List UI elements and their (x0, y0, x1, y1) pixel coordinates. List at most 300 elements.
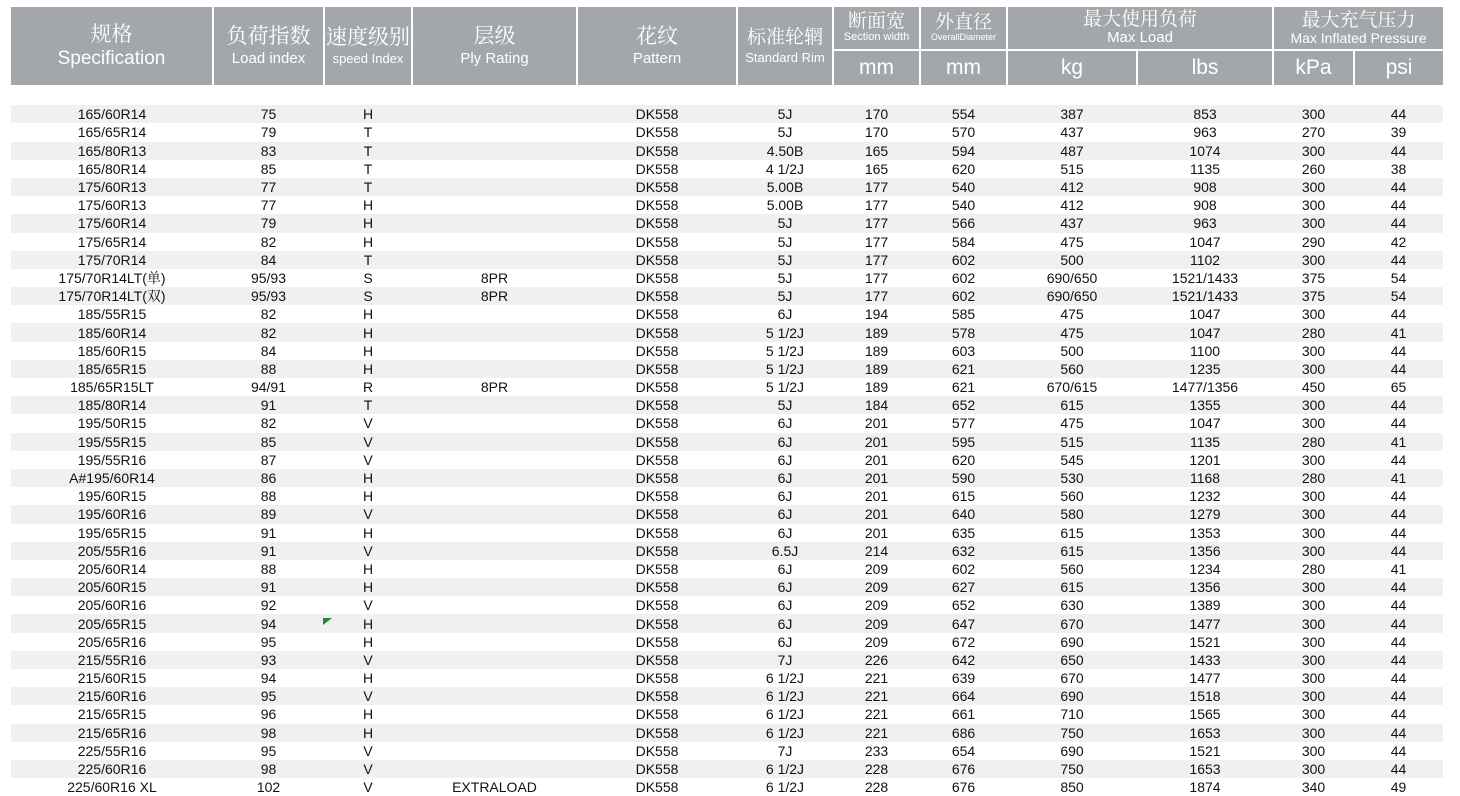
cell-lbs: 1477 (1137, 669, 1273, 687)
cell-kpa: 340 (1273, 778, 1354, 796)
table-row (11, 178, 1443, 196)
cell-width: 177 (833, 178, 920, 196)
table-body (11, 86, 1443, 796)
cell-lbs: 1135 (1137, 433, 1273, 451)
cell-pattern: DK558 (577, 687, 737, 705)
cell-width: 189 (833, 342, 920, 360)
table-row (11, 360, 1443, 378)
cell-width: 177 (833, 287, 920, 305)
header-specification (11, 7, 213, 86)
cell-width: 201 (833, 524, 920, 542)
table-row (11, 214, 1443, 232)
cell-ply (412, 724, 577, 742)
cell-diameter: 595 (920, 433, 1007, 451)
cell-kpa: 300 (1273, 578, 1354, 596)
cell-load: 83 (213, 142, 324, 160)
cell-load: 96 (213, 705, 324, 723)
cell-kg: 412 (1007, 196, 1137, 214)
cell-kpa: 300 (1273, 687, 1354, 705)
cell-width: 221 (833, 724, 920, 742)
cell-rim: 5 1/2J (737, 360, 833, 378)
table-row (11, 451, 1443, 469)
cell-kg: 615 (1007, 542, 1137, 560)
cell-spec: 225/60R16 (11, 760, 213, 778)
cell-kpa: 300 (1273, 396, 1354, 414)
cell-diameter: 585 (920, 305, 1007, 323)
cell-ply: 8PR (412, 378, 577, 396)
cell-speed: H (324, 196, 412, 214)
cell-pattern: DK558 (577, 760, 737, 778)
cell-diameter: 603 (920, 342, 1007, 360)
cell-pattern: DK558 (577, 614, 737, 632)
cell-speed: H (324, 633, 412, 651)
unit-label: kg (1060, 55, 1084, 79)
cell-kpa: 300 (1273, 669, 1354, 687)
cell-psi: 44 (1354, 505, 1443, 523)
cell-diameter: 620 (920, 451, 1007, 469)
cell-ply (412, 105, 577, 123)
table-row (11, 251, 1443, 269)
cell-kpa: 300 (1273, 196, 1354, 214)
cell-psi: 44 (1354, 305, 1443, 323)
cell-speed: T (324, 251, 412, 269)
cell-diameter: 621 (920, 378, 1007, 396)
cell-load: 82 (213, 323, 324, 341)
gap-cell (11, 86, 1443, 105)
cell-rim: 6J (737, 469, 833, 487)
cell-diameter: 676 (920, 760, 1007, 778)
cell-spec: 215/60R15 (11, 669, 213, 687)
cell-pattern: DK558 (577, 105, 737, 123)
cell-psi: 44 (1354, 142, 1443, 160)
cell-diameter: 652 (920, 596, 1007, 614)
header-width-cn: 断面宽 (847, 11, 905, 33)
cell-ply (412, 578, 577, 596)
cell-rim: 4 1/2J (737, 160, 833, 178)
cell-psi: 44 (1354, 251, 1443, 269)
cell-ply (412, 414, 577, 432)
table-row (11, 378, 1443, 396)
cell-speed: H (324, 214, 412, 232)
cell-lbs: 1521/1433 (1137, 269, 1273, 287)
cell-ply (412, 505, 577, 523)
cell-speed: V (324, 433, 412, 451)
cell-kpa: 375 (1273, 287, 1354, 305)
cell-spec: 165/80R14 (11, 160, 213, 178)
cell-psi: 44 (1354, 414, 1443, 432)
cell-kpa: 300 (1273, 633, 1354, 651)
cell-kg: 475 (1007, 414, 1137, 432)
table-row (11, 614, 1443, 632)
cell-psi: 54 (1354, 269, 1443, 287)
table-row (11, 305, 1443, 323)
cell-spec: 175/60R13 (11, 178, 213, 196)
cell-pattern: DK558 (577, 414, 737, 432)
cell-spec: 165/80R13 (11, 142, 213, 160)
cell-ply (412, 142, 577, 160)
cell-diameter: 570 (920, 123, 1007, 141)
header-load-index (213, 7, 324, 86)
cell-diameter: 584 (920, 233, 1007, 251)
header-section-width (833, 7, 920, 50)
cell-load: 88 (213, 560, 324, 578)
cell-psi: 41 (1354, 433, 1443, 451)
cell-ply (412, 178, 577, 196)
cell-speed: T (324, 142, 412, 160)
cell-rim: 6J (737, 414, 833, 432)
cell-lbs: 908 (1137, 196, 1273, 214)
cell-diameter: 635 (920, 524, 1007, 542)
cell-speed: T (324, 123, 412, 141)
cell-diameter: 594 (920, 142, 1007, 160)
cell-diameter: 686 (920, 724, 1007, 742)
cell-speed: H (324, 305, 412, 323)
cell-spec: 205/65R15 (11, 614, 213, 632)
cell-kg: 437 (1007, 123, 1137, 141)
unit-label: mm (946, 55, 981, 79)
cell-load: 91 (213, 542, 324, 560)
cell-pattern: DK558 (577, 469, 737, 487)
cell-diameter: 640 (920, 505, 1007, 523)
header-max-load (1007, 7, 1273, 50)
cell-ply (412, 651, 577, 669)
cell-spec: 195/50R15 (11, 414, 213, 432)
cell-kpa: 300 (1273, 251, 1354, 269)
cell-lbs: 1477 (1137, 614, 1273, 632)
header-pressure-cn: 最大充气压力 (1301, 9, 1416, 31)
cell-lbs: 1433 (1137, 651, 1273, 669)
cell-rim: 6 1/2J (737, 687, 833, 705)
cell-diameter: 540 (920, 178, 1007, 196)
cell-diameter: 554 (920, 105, 1007, 123)
cell-speed: H (324, 669, 412, 687)
cell-kpa: 260 (1273, 160, 1354, 178)
cell-kg: 615 (1007, 578, 1137, 596)
cell-spec: 185/60R15 (11, 342, 213, 360)
cell-spec: 175/60R13 (11, 196, 213, 214)
cell-psi: 54 (1354, 287, 1443, 305)
cell-kpa: 300 (1273, 505, 1354, 523)
cell-kpa: 300 (1273, 542, 1354, 560)
cell-ply (412, 214, 577, 232)
cell-ply (412, 360, 577, 378)
cell-lbs: 1356 (1137, 542, 1273, 560)
cell-ply (412, 669, 577, 687)
cell-ply (412, 560, 577, 578)
cell-speed: H (324, 487, 412, 505)
cell-pattern: DK558 (577, 596, 737, 614)
cell-load: 94 (213, 669, 324, 687)
cell-width: 209 (833, 614, 920, 632)
table-row (11, 560, 1443, 578)
unit-mm-diameter (920, 50, 1007, 86)
cell-rim: 5 1/2J (737, 342, 833, 360)
cell-rim: 6.5J (737, 542, 833, 560)
cell-rim: 7J (737, 651, 833, 669)
header-max-pressure (1273, 7, 1443, 50)
cell-load: 94 (213, 614, 324, 632)
cell-psi: 44 (1354, 451, 1443, 469)
cell-kg: 475 (1007, 305, 1137, 323)
cell-kpa: 450 (1273, 378, 1354, 396)
cell-diameter: 540 (920, 196, 1007, 214)
cell-ply (412, 323, 577, 341)
cell-diameter: 602 (920, 287, 1007, 305)
cell-pattern: DK558 (577, 305, 737, 323)
table-row (11, 269, 1443, 287)
cell-width: 170 (833, 105, 920, 123)
cell-ply (412, 524, 577, 542)
cell-psi: 44 (1354, 196, 1443, 214)
cell-kpa: 300 (1273, 705, 1354, 723)
cell-width: 189 (833, 323, 920, 341)
cell-diameter: 672 (920, 633, 1007, 651)
cell-psi: 65 (1354, 378, 1443, 396)
cell-spec: 215/60R16 (11, 687, 213, 705)
table-row (11, 687, 1443, 705)
cell-kg: 670 (1007, 614, 1137, 632)
cell-kg: 690 (1007, 633, 1137, 651)
cell-speed: H (324, 469, 412, 487)
unit-label: lbs (1191, 55, 1219, 79)
table-row (11, 524, 1443, 542)
cell-width: 177 (833, 269, 920, 287)
cell-lbs: 1047 (1137, 305, 1273, 323)
cell-spec: 215/65R16 (11, 724, 213, 742)
cell-psi: 44 (1354, 742, 1443, 760)
cell-kpa: 300 (1273, 742, 1354, 760)
cell-psi: 44 (1354, 542, 1443, 560)
cell-pattern: DK558 (577, 342, 737, 360)
cell-ply (412, 705, 577, 723)
cell-load: 89 (213, 505, 324, 523)
cell-rim: 6J (737, 560, 833, 578)
cell-width: 165 (833, 142, 920, 160)
cell-psi: 44 (1354, 105, 1443, 123)
table-row (11, 742, 1443, 760)
cell-pattern: DK558 (577, 360, 737, 378)
cell-pattern: DK558 (577, 542, 737, 560)
header-spec-cn: 规格 (90, 22, 133, 46)
unit-label: mm (859, 55, 894, 79)
cell-kg: 690/650 (1007, 269, 1137, 287)
cell-kg: 690/650 (1007, 287, 1137, 305)
cell-ply (412, 596, 577, 614)
cell-ply (412, 305, 577, 323)
cell-lbs: 1389 (1137, 596, 1273, 614)
cell-width: 221 (833, 705, 920, 723)
cell-kg: 750 (1007, 724, 1137, 742)
cell-diameter: 647 (920, 614, 1007, 632)
cell-load: 95 (213, 742, 324, 760)
cell-diameter: 652 (920, 396, 1007, 414)
cell-width: 177 (833, 214, 920, 232)
cell-pattern: DK558 (577, 524, 737, 542)
table-row (11, 578, 1443, 596)
cell-rim: 5.00B (737, 178, 833, 196)
cell-lbs: 1355 (1137, 396, 1273, 414)
cell-kg: 515 (1007, 160, 1137, 178)
cell-lbs: 853 (1137, 105, 1273, 123)
table-row (11, 433, 1443, 451)
cell-load: 85 (213, 160, 324, 178)
header-gap (11, 86, 1443, 105)
cell-rim: 5J (737, 251, 833, 269)
cell-rim: 7J (737, 742, 833, 760)
cell-speed: H (324, 560, 412, 578)
cell-speed: H (324, 105, 412, 123)
cell-pattern: DK558 (577, 233, 737, 251)
cell-diameter: 639 (920, 669, 1007, 687)
table-row (11, 160, 1443, 178)
cell-psi: 41 (1354, 323, 1443, 341)
cell-spec: 205/60R14 (11, 560, 213, 578)
cell-kg: 500 (1007, 342, 1137, 360)
cell-kpa: 300 (1273, 651, 1354, 669)
cell-kg: 545 (1007, 451, 1137, 469)
cell-ply (412, 760, 577, 778)
cell-kg: 560 (1007, 487, 1137, 505)
cell-ply (412, 469, 577, 487)
cell-width: 184 (833, 396, 920, 414)
cell-width: 209 (833, 633, 920, 651)
cell-lbs: 1521 (1137, 633, 1273, 651)
cell-width: 201 (833, 414, 920, 432)
header-speed-en: speed Index (332, 50, 404, 66)
cell-ply (412, 487, 577, 505)
table-row (11, 760, 1443, 778)
cell-diameter: 642 (920, 651, 1007, 669)
cell-lbs: 1521 (1137, 742, 1273, 760)
table-row (11, 233, 1443, 251)
cell-psi: 44 (1354, 669, 1443, 687)
cell-psi: 42 (1354, 233, 1443, 251)
cell-diameter: 664 (920, 687, 1007, 705)
cell-speed: V (324, 414, 412, 432)
table-row (11, 705, 1443, 723)
cell-ply (412, 451, 577, 469)
cell-psi: 44 (1354, 214, 1443, 232)
cell-diameter: 654 (920, 742, 1007, 760)
cell-rim: 5J (737, 269, 833, 287)
cell-width: 221 (833, 669, 920, 687)
cell-spec: 165/65R14 (11, 123, 213, 141)
cell-pattern: DK558 (577, 251, 737, 269)
cell-rim: 5J (737, 287, 833, 305)
cell-lbs: 1279 (1137, 505, 1273, 523)
cell-psi: 44 (1354, 705, 1443, 723)
cell-lbs: 1653 (1137, 724, 1273, 742)
cell-spec: 205/65R16 (11, 633, 213, 651)
cell-kpa: 300 (1273, 105, 1354, 123)
cell-lbs: 1047 (1137, 233, 1273, 251)
cell-psi: 38 (1354, 160, 1443, 178)
cell-pattern: DK558 (577, 433, 737, 451)
header-speed-index (324, 7, 412, 86)
cell-kpa: 300 (1273, 724, 1354, 742)
cell-load: 95/93 (213, 269, 324, 287)
unit-psi (1354, 50, 1443, 86)
cell-width: 226 (833, 651, 920, 669)
cell-ply (412, 687, 577, 705)
cell-lbs: 1356 (1137, 578, 1273, 596)
header-spec-en: Specification (57, 47, 166, 69)
cell-kg: 515 (1007, 433, 1137, 451)
cell-psi: 41 (1354, 560, 1443, 578)
cell-pattern: DK558 (577, 451, 737, 469)
header-pattern-cn: 花纹 (636, 24, 678, 48)
cell-lbs: 1518 (1137, 687, 1273, 705)
cell-spec: 195/65R15 (11, 524, 213, 542)
cell-load: 93 (213, 651, 324, 669)
cell-lbs: 963 (1137, 123, 1273, 141)
cell-pattern: DK558 (577, 160, 737, 178)
cell-rim: 6 1/2J (737, 669, 833, 687)
cell-lbs: 1234 (1137, 560, 1273, 578)
cell-comment-flag (323, 618, 332, 625)
cell-pattern: DK558 (577, 505, 737, 523)
cell-kg: 530 (1007, 469, 1137, 487)
header-maxload-cn: 最大使用负荷 (1083, 9, 1198, 31)
cell-kg: 630 (1007, 596, 1137, 614)
cell-spec: 175/70R14LT(单) (11, 269, 213, 287)
cell-pattern: DK558 (577, 214, 737, 232)
cell-kpa: 280 (1273, 323, 1354, 341)
cell-load: 95 (213, 687, 324, 705)
cell-pattern: DK558 (577, 742, 737, 760)
cell-rim: 5 1/2J (737, 323, 833, 341)
cell-spec: 175/60R14 (11, 214, 213, 232)
cell-psi: 44 (1354, 178, 1443, 196)
cell-rim: 6J (737, 614, 833, 632)
cell-rim: 6 1/2J (737, 724, 833, 742)
cell-width: 201 (833, 433, 920, 451)
cell-spec: 205/60R15 (11, 578, 213, 596)
cell-rim: 6J (737, 433, 833, 451)
cell-kg: 750 (1007, 760, 1137, 778)
table-row (11, 651, 1443, 669)
cell-load: 87 (213, 451, 324, 469)
table-row (11, 596, 1443, 614)
cell-load: 92 (213, 596, 324, 614)
unit-lbs (1137, 50, 1273, 86)
cell-kpa: 280 (1273, 433, 1354, 451)
cell-speed: H (324, 524, 412, 542)
cell-spec: 225/60R16 XL (11, 778, 213, 796)
cell-rim: 6 1/2J (737, 760, 833, 778)
table-row (11, 724, 1443, 742)
cell-speed: H (324, 360, 412, 378)
cell-diameter: 602 (920, 269, 1007, 287)
cell-width: 209 (833, 560, 920, 578)
cell-load: 82 (213, 414, 324, 432)
cell-speed: T (324, 178, 412, 196)
cell-spec: 195/55R16 (11, 451, 213, 469)
cell-pattern: DK558 (577, 633, 737, 651)
cell-pattern: DK558 (577, 724, 737, 742)
cell-pattern: DK558 (577, 269, 737, 287)
cell-spec: 185/65R15 (11, 360, 213, 378)
cell-width: 201 (833, 505, 920, 523)
cell-spec: 195/60R15 (11, 487, 213, 505)
table-header (11, 7, 1443, 86)
cell-spec: 195/60R16 (11, 505, 213, 523)
cell-speed: S (324, 269, 412, 287)
table-row (11, 487, 1443, 505)
table-row (11, 123, 1443, 141)
cell-kpa: 300 (1273, 524, 1354, 542)
cell-speed: H (324, 578, 412, 596)
